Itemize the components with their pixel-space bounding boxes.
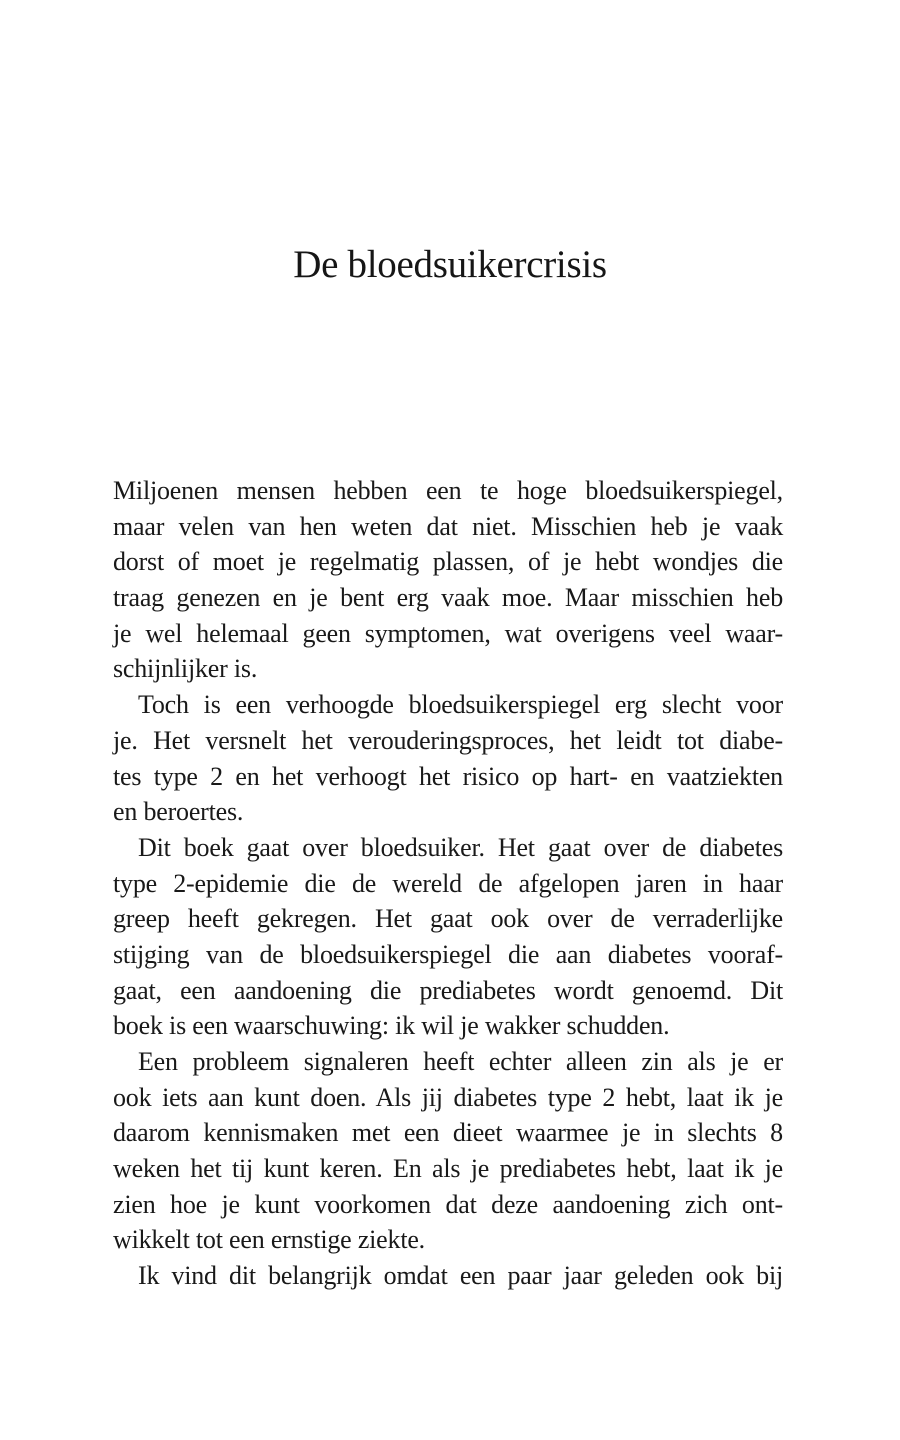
text-line: maar velen van hen weten dat niet. Misschien heb je vaak [113,511,783,541]
text-line: tes type 2 en het verhoogt het risico op hart- en vaatziekten [113,761,783,791]
text-line: ook iets aan kunt doen. Als jij diabetes type 2 hebt, laat ik je [113,1082,783,1112]
text-line: je wel helemaal geen symptomen, wat overigens veel waar- [113,618,783,648]
text-line: boek is een waarschuwing: ik wil je wakker schudden. [113,1011,670,1041]
paragraph [113,830,783,1044]
text-line: daarom kennismaken met een dieet waarmee je in slechts 8 [113,1118,783,1148]
text-line: wikkelt tot een ernstige ziekte. [113,1225,425,1255]
text-line: dorst of moet je regelmatig plassen, of je hebt wondjes die [113,547,783,577]
text-line: type 2-epidemie die de wereld de afgelopen jaren in haar [113,868,783,898]
text-line: en beroertes. [113,797,244,827]
text-line: zien hoe je kunt voorkomen dat deze aandoening zich ont- [113,1189,783,1219]
text-line: weken het tij kunt keren. En als je prediabetes hebt, laat ik je [113,1154,783,1184]
text-line: Dit boek gaat over bloedsuiker. Het gaat over de diabetes [138,832,783,862]
text-line: je. Het versnelt het verouderingsproces, het leidt tot diabe- [113,725,783,755]
text-line: Ik vind dit belangrijk omdat een paar jaar geleden ook bij [138,1261,783,1291]
paragraph [113,687,783,830]
paragraph [113,1044,783,1258]
paragraph [113,473,783,687]
text-line: Miljoenen mensen hebben een te hoge bloedsuikerspiegel, [113,476,783,505]
body-text [113,473,783,1294]
paragraph [113,1258,783,1294]
text-line: Een probleem signaleren heeft echter alleen zin als je er [138,1047,783,1076]
chapter-title: De bloedsuikercrisis [293,243,607,286]
text-line: traag genezen en je bent erg vaak moe. Maar misschien heb [113,583,783,613]
text-line: schijnlijker is. [113,654,258,684]
text-line: greep heeft gekregen. Het gaat ook over de verraderlijke [113,904,783,934]
text-line: Toch is een verhoogde bloedsuikerspiegel erg slecht voor [138,690,783,720]
text-line: gaat, een aandoening die prediabetes wordt genoemd. Dit [113,975,783,1005]
text-line: stijging van de bloedsuikerspiegel die aan diabetes vooraf- [113,939,783,969]
